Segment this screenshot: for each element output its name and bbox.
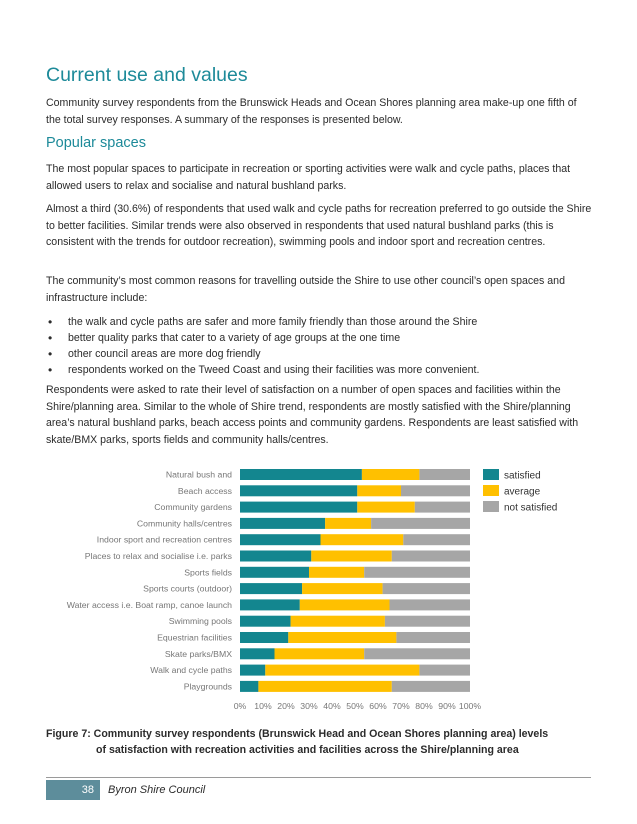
bar-not-satisfied	[371, 518, 470, 529]
popular-spaces-paragraph: The most popular spaces to participate in recreation or sporting activities were walk and cycle paths, places that allowed users to relax and socialise and natural bushland parks.	[46, 163, 571, 192]
x-tick-label: 0%	[233, 701, 247, 712]
bar-not-satisfied	[385, 616, 470, 627]
reasons-list	[46, 314, 594, 378]
bar-not-satisfied	[383, 583, 470, 594]
category-label: Water access i.e. Boat ramp, canoe launch	[66, 599, 232, 610]
bar-not-satisfied	[401, 485, 470, 496]
bar-satisfied	[240, 502, 357, 513]
bar-satisfied	[240, 518, 325, 529]
category-label: Indoor sport and recreation centres	[96, 534, 232, 545]
category-label: Community halls/centres	[136, 518, 232, 529]
legend-swatch	[483, 501, 499, 512]
x-tick-label: 40%	[323, 701, 341, 712]
x-tick-label: 60%	[369, 701, 387, 712]
x-tick-label: 10%	[254, 701, 272, 712]
bar-average	[288, 632, 396, 643]
organisation-name: Byron Shire Council	[108, 784, 206, 796]
bar-not-satisfied	[419, 665, 470, 676]
bar-average	[265, 665, 419, 676]
category-label: Playgrounds	[183, 681, 232, 692]
bar-not-satisfied	[364, 648, 470, 659]
bar-average	[309, 567, 364, 578]
bar-satisfied	[240, 632, 288, 643]
bar-average	[311, 551, 392, 562]
bar-satisfied	[240, 485, 357, 496]
third-respondents-paragraph: Almost a third (30.6%) of respondents that used walk and cycle paths for recreation preferred to go outside the Shire to better facilities. Similar trends were also observed in respondents that used natural bushland parks (this is consistent with the trends for outdoor recreation), swimming pools and indoor sport and recreation centres.	[46, 203, 592, 248]
satisfaction-paragraph: Respondents were asked to rate their level of satisfaction on a number of open spaces and facilities within the Shire/planning area. Similar to the whole of Shire trend, respondents are mostly satisfied with the Shire/planning area’s natural bushland parks, beach access points and community gardens. Respondents are least satisfied with skate/BMX parks, sports fields and community halls/centres.	[46, 384, 579, 446]
bar-satisfied	[240, 599, 300, 610]
bar-satisfied	[240, 583, 302, 594]
x-tick-label: 70%	[392, 701, 410, 712]
bar-satisfied	[240, 665, 265, 676]
legend-swatch	[483, 485, 499, 496]
category-label: Equestrian facilities	[157, 632, 232, 643]
x-tick-label: 100%	[458, 701, 482, 712]
bar-not-satisfied	[419, 469, 470, 480]
category-label: Swimming pools	[168, 616, 232, 627]
bar-satisfied	[240, 567, 309, 578]
bar-not-satisfied	[364, 567, 470, 578]
figure-caption	[46, 726, 594, 758]
list-item: • other council areas are more dog friendly	[46, 346, 594, 362]
x-tick-label: 30%	[300, 701, 318, 712]
bar-average	[362, 469, 420, 480]
legend-label: satisfied	[504, 470, 541, 482]
bar-satisfied	[240, 616, 291, 627]
satisfaction-chart	[0, 462, 637, 712]
category-label: Walk and cycle paths	[150, 665, 232, 676]
list-item: • respondents worked on the Tweed Coast and using their facilities was more convenient.	[46, 362, 594, 378]
bar-satisfied	[240, 648, 275, 659]
bar-not-satisfied	[415, 502, 470, 513]
bar-average	[300, 599, 390, 610]
bar-not-satisfied	[390, 599, 471, 610]
bar-not-satisfied	[392, 681, 470, 692]
bar-not-satisfied	[396, 632, 470, 643]
legend-label: not satisfied	[504, 502, 558, 514]
bar-average	[291, 616, 385, 627]
page-title: Current use and values	[46, 64, 248, 86]
category-label: Natural bush and	[165, 469, 232, 480]
legend-swatch	[483, 469, 499, 480]
caption-line-1: Figure 7: Community survey respondents (Brunswick Head and Ocean Shores planning area) levels	[46, 728, 549, 740]
bar-satisfied	[240, 681, 258, 692]
bar-satisfied	[240, 551, 311, 562]
x-tick-label: 20%	[277, 701, 295, 712]
legend-label: average	[504, 486, 541, 498]
category-label: Community gardens	[154, 502, 232, 513]
bar-average	[325, 518, 371, 529]
intro-paragraph: Community survey respondents from the Brunswick Heads and Ocean Shores planning area make-up one fifth of the total survey responses. A summary of the responses is presented below.	[46, 97, 577, 126]
caption-line-2: of satisfaction with recreation activities and facilities across the Shire/planning area	[96, 744, 519, 756]
category-label: Places to relax and socialise i.e. parks	[84, 551, 232, 561]
bar-average	[357, 502, 415, 513]
bar-average	[321, 534, 404, 545]
bar-not-satisfied	[403, 534, 470, 545]
x-tick-label: 50%	[346, 701, 364, 712]
category-label: Skate parks/BMX	[164, 648, 232, 659]
bar-satisfied	[240, 469, 362, 480]
footer-divider	[46, 777, 591, 778]
list-item: • the walk and cycle paths are safer and more family friendly than those around the Shire	[46, 314, 594, 330]
x-tick-label: 90%	[438, 701, 456, 712]
bar-average	[275, 648, 365, 659]
category-label: Beach access	[177, 485, 232, 496]
bar-satisfied	[240, 534, 321, 545]
category-label: Sports fields	[184, 567, 232, 578]
list-item: • better quality parks that cater to a variety of age groups at the one time	[46, 330, 594, 346]
category-label: Sports courts (outdoor)	[143, 583, 232, 594]
bar-average	[357, 485, 401, 496]
bar-not-satisfied	[392, 551, 470, 562]
section-heading-popular-spaces: Popular spaces	[46, 135, 146, 151]
page-number: 38	[46, 780, 100, 800]
bar-average	[258, 681, 391, 692]
reasons-paragraph: The community’s most common reasons for travelling outside the Shire to use other council’s open spaces and infrastructure include:	[46, 275, 565, 304]
bar-average	[302, 583, 383, 594]
x-tick-label: 80%	[415, 701, 433, 712]
